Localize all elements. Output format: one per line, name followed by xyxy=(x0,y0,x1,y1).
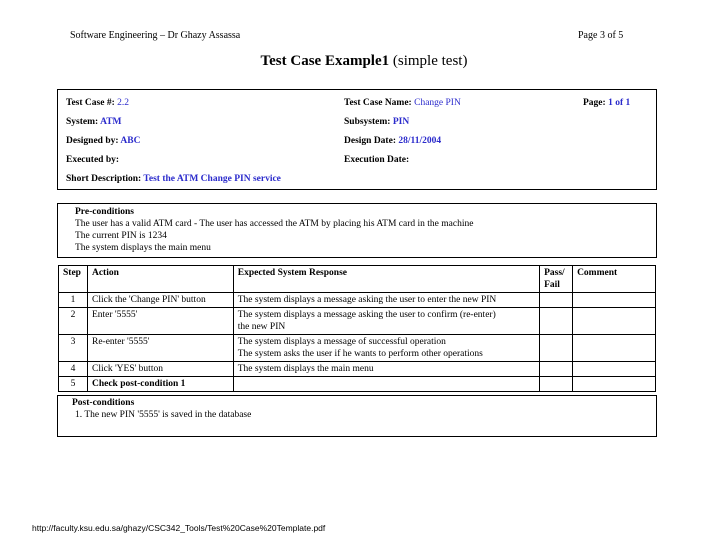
test-case-number-label: Test Case #: xyxy=(66,98,115,108)
step-number: 4 xyxy=(59,362,88,377)
test-case-page xyxy=(583,98,630,108)
step-pass-fail xyxy=(540,362,573,377)
step-action: Click the 'Change PIN' button xyxy=(87,293,233,308)
test-case-number xyxy=(66,98,129,108)
step-expected-response: The system displays a message asking the user to enter the new PIN xyxy=(233,293,539,308)
table-row xyxy=(59,377,656,392)
step-number: 5 xyxy=(59,377,88,392)
step-expected-response xyxy=(233,335,539,362)
test-case-name-label: Test Case Name: xyxy=(344,98,412,108)
executed-by-label: Executed by: xyxy=(66,155,120,165)
step-action: Enter '5555' xyxy=(87,308,233,335)
short-description xyxy=(66,174,281,184)
step-comment xyxy=(573,362,656,377)
header-action: Action xyxy=(87,266,233,293)
step-number: 2 xyxy=(59,308,88,335)
step-expected-response xyxy=(233,308,539,335)
test-case-number-value: 2.2 xyxy=(117,98,129,108)
subsystem-label: Subsystem: xyxy=(344,117,391,127)
step-expected-response xyxy=(233,377,539,392)
test-case-page-value: 1 of 1 xyxy=(608,98,631,108)
step-pass-fail xyxy=(540,335,573,362)
precondition-line-2: The current PIN is 1234 xyxy=(75,231,167,241)
table-row xyxy=(59,308,656,335)
header-step: Step xyxy=(59,266,88,293)
step-expected-response: The system displays the main menu xyxy=(233,362,539,377)
document-header-page: Page 3 of 5 xyxy=(578,30,624,41)
step-comment xyxy=(573,335,656,362)
design-date-label: Design Date: xyxy=(344,136,396,146)
table-row xyxy=(59,362,656,377)
system-value: ATM xyxy=(100,117,122,127)
step-comment xyxy=(573,293,656,308)
step-action: Re-enter '5555' xyxy=(87,335,233,362)
table-row xyxy=(59,335,656,362)
designed-by xyxy=(66,136,140,146)
page-title-suffix: (simple test) xyxy=(392,53,468,69)
header-pass-fail-line-1: Pass/ xyxy=(544,268,565,278)
document-header-course: Software Engineering – Dr Ghazy Assassa xyxy=(70,30,241,41)
postcondition-line-1: 1. The new PIN '5555' is saved in the database xyxy=(75,410,252,420)
page-title-bold: Test Case Example1 xyxy=(260,53,390,69)
test-case-name xyxy=(344,98,461,108)
response-line-1: The system displays a message of successful operation xyxy=(237,337,446,347)
short-description-value: Test the ATM Change PIN service xyxy=(143,174,281,184)
system-label: System: xyxy=(66,117,99,127)
preconditions-heading: Pre-conditions xyxy=(75,207,134,217)
table-header-row xyxy=(59,266,656,293)
test-steps-table xyxy=(58,265,656,392)
subsystem-value: PIN xyxy=(392,117,410,127)
step-comment xyxy=(573,377,656,392)
page-title xyxy=(0,53,728,70)
source-url: http://faculty.ksu.edu.sa/ghazy/CSC342_Tools/Test%20Case%20Template.pdf xyxy=(32,523,326,533)
header-pass-fail-line-2: Fail xyxy=(544,280,560,290)
subsystem xyxy=(344,117,409,127)
response-line-2: The system asks the user if he wants to perform other operations xyxy=(237,349,483,359)
step-action: Click 'YES' button xyxy=(87,362,233,377)
short-description-label: Short Description: xyxy=(66,174,142,184)
header-comment: Comment xyxy=(573,266,656,293)
design-date xyxy=(344,136,441,146)
test-case-name-value: Change PIN xyxy=(414,98,461,108)
precondition-line-1: The user has a valid ATM card - The user has accessed the ATM by placing his ATM card in the machine xyxy=(75,219,474,229)
postconditions-heading: Post-conditions xyxy=(72,398,135,408)
header-pass-fail xyxy=(540,266,573,293)
step-comment xyxy=(573,308,656,335)
execution-date-label: Execution Date: xyxy=(344,155,410,165)
step-pass-fail xyxy=(540,308,573,335)
step-number: 1 xyxy=(59,293,88,308)
system xyxy=(66,117,122,127)
designed-by-label: Designed by: xyxy=(66,136,119,146)
step-number: 3 xyxy=(59,335,88,362)
precondition-line-3: The system displays the main menu xyxy=(75,243,211,253)
response-line-2: the new PIN xyxy=(237,322,286,332)
step-pass-fail xyxy=(540,377,573,392)
designed-by-value: ABC xyxy=(120,136,141,146)
test-case-page-label: Page: xyxy=(583,98,606,108)
table-row xyxy=(59,293,656,308)
step-pass-fail xyxy=(540,293,573,308)
response-line-1: The system displays a message asking the user to confirm (re-enter) xyxy=(237,310,496,320)
header-expected-response: Expected System Response xyxy=(233,266,539,293)
step-action: Check post-condition 1 xyxy=(87,377,233,392)
design-date-value: 28/11/2004 xyxy=(398,136,442,146)
